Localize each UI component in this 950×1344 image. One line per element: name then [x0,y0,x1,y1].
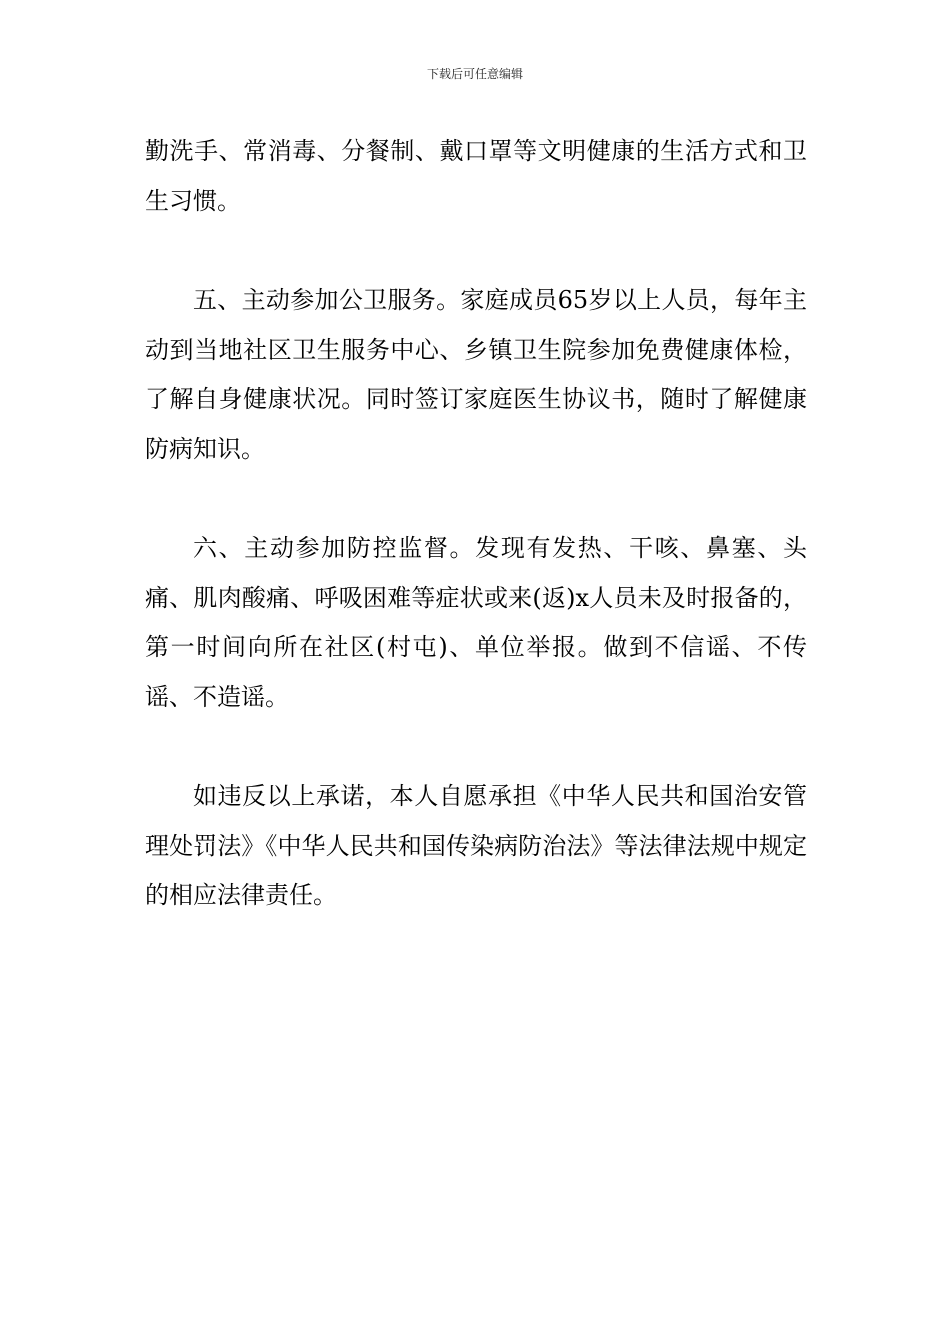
paragraph-spacer [145,474,807,524]
paragraph-spacer [145,722,807,772]
paragraph-item-5: 五、主动参加公卫服务。家庭成员65岁以上人员，每年主动到当地社区卫生服务中心、乡镇卫生院参加免费健康体检，了解自身健康状况。同时签订家庭医生协议书，随时了解健康防病知识。 [145,286,807,463]
paragraph-spacer [145,226,807,276]
document-body [145,127,807,921]
paragraph-continuation: 勤洗手、常消毒、分餐制、戴口罩等文明健康的生活方式和卫生习惯。 [145,137,807,215]
paragraph-item-6: 六、主动参加防控监督。发现有发热、干咳、鼻塞、头痛、肌肉酸痛、呼吸困难等症状或来(返)x人员未及时报备的，第一时间向所在社区(村屯)、单位举报。做到不信谣、不传谣、不造谣。 [145,534,807,711]
page-header-note: 下载后可任意编辑 [426,67,523,81]
paragraph-liability-statement: 如违反以上承诺，本人自愿承担《中华人民共和国治安管理处罚法》《中华人民共和国传染病防治法》等法律法规中规定的相应法律责任。 [145,782,807,909]
